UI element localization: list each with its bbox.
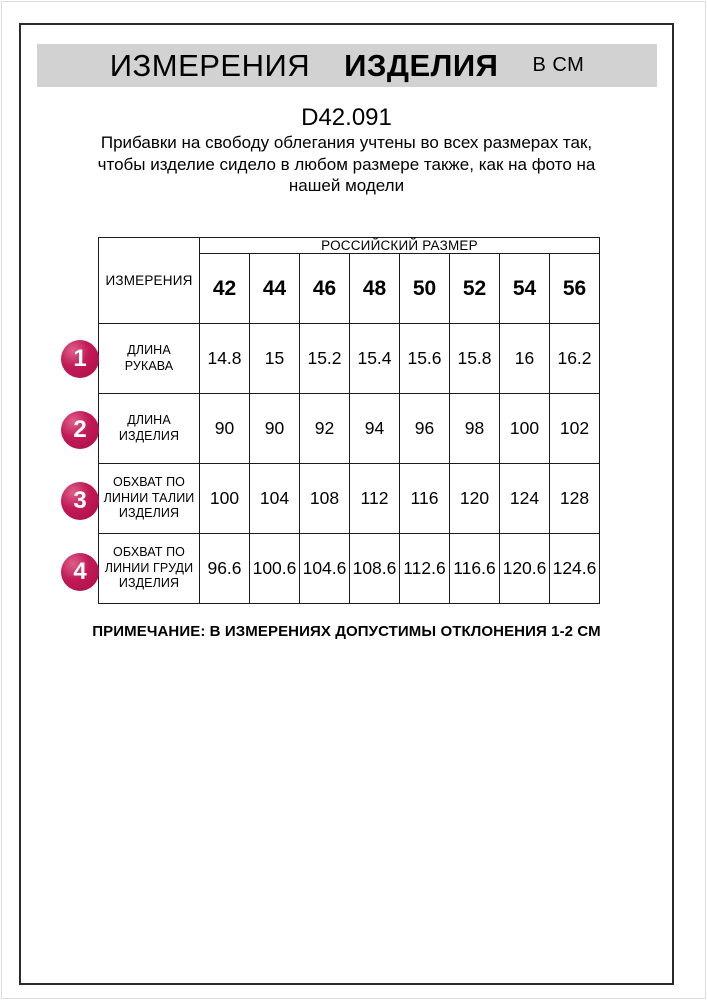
size-column-header: 44	[250, 254, 300, 324]
title-measurements: ИЗМЕРЕНИЯ	[109, 47, 311, 83]
cell-value: 96.6	[200, 534, 250, 604]
size-column-header: 54	[500, 254, 550, 324]
cell-value: 15	[250, 324, 300, 394]
cell-value: 16	[500, 324, 550, 394]
row-label: ОБХВАТ ПО ЛИНИИ ТАЛИИ ИЗДЕЛИЯ	[99, 464, 200, 534]
model-code: D42.091	[301, 104, 392, 131]
tolerance-note: ПРИМЕЧАНИЕ: В ИЗМЕРЕНИЯХ ДОПУСТИМЫ ОТКЛОНЕНИЯ 1-2 СМ	[92, 623, 601, 640]
row-number-badge-3: 3	[61, 482, 99, 520]
cell-value: 100	[200, 464, 250, 534]
size-column-header: 46	[300, 254, 350, 324]
size-column-header: 50	[400, 254, 450, 324]
cell-value: 102	[550, 394, 600, 464]
table-row-garment-length	[99, 394, 600, 464]
cell-value: 124.6	[550, 534, 600, 604]
cell-value: 128	[550, 464, 600, 534]
cell-value: 112.6	[400, 534, 450, 604]
table-row-chest-girth	[99, 534, 600, 604]
cell-value: 98	[450, 394, 500, 464]
table-group-header-row	[99, 238, 600, 254]
table-group-header: РОССИЙСКИЙ РАЗМЕР	[200, 238, 600, 254]
cell-value: 14.8	[200, 324, 250, 394]
row-label: ДЛИНА РУКАВА	[99, 324, 200, 394]
size-column-header: 52	[450, 254, 500, 324]
cell-value: 92	[300, 394, 350, 464]
cell-value: 15.6	[400, 324, 450, 394]
cell-value: 112	[350, 464, 400, 534]
cell-value: 108	[300, 464, 350, 534]
title-bar	[37, 44, 657, 87]
row-number-badge-1: 1	[61, 340, 99, 378]
cell-value: 16.2	[550, 324, 600, 394]
cell-value: 100.6	[250, 534, 300, 604]
cell-value: 104	[250, 464, 300, 534]
row-label: ДЛИНА ИЗДЕЛИЯ	[99, 394, 200, 464]
cell-value: 124	[500, 464, 550, 534]
page-frame	[19, 23, 674, 985]
cell-value: 116.6	[450, 534, 500, 604]
row-number-badge-4: 4	[61, 553, 99, 591]
table-row-waist-girth	[99, 464, 600, 534]
size-column-header: 56	[550, 254, 600, 324]
cell-value: 104.6	[300, 534, 350, 604]
title-product: ИЗДЕЛИЯ	[344, 47, 499, 83]
size-column-header: 42	[200, 254, 250, 324]
cell-value: 15.2	[300, 324, 350, 394]
cell-value: 120	[450, 464, 500, 534]
title-unit: В СМ	[532, 54, 585, 76]
row-label: ОБХВАТ ПО ЛИНИИ ГРУДИ ИЗДЕЛИЯ	[99, 534, 200, 604]
cell-value: 96	[400, 394, 450, 464]
size-column-header: 48	[350, 254, 400, 324]
fit-description: Прибавки на свободу облегания учтены во всех размерах так, чтобы изделие сидело в любом размере также, как на фото на нашей модели	[97, 133, 596, 196]
cell-value: 100	[500, 394, 550, 464]
cell-value: 108.6	[350, 534, 400, 604]
cell-value: 120.6	[500, 534, 550, 604]
cell-value: 116	[400, 464, 450, 534]
table-corner-header: ИЗМЕРЕНИЯ	[99, 238, 200, 324]
cell-value: 15.4	[350, 324, 400, 394]
row-number-badge-2: 2	[61, 411, 99, 449]
size-table	[98, 237, 600, 604]
cell-value: 90	[200, 394, 250, 464]
cell-value: 90	[250, 394, 300, 464]
cell-value: 15.8	[450, 324, 500, 394]
table-row-sleeve-length	[99, 324, 600, 394]
cell-value: 94	[350, 394, 400, 464]
